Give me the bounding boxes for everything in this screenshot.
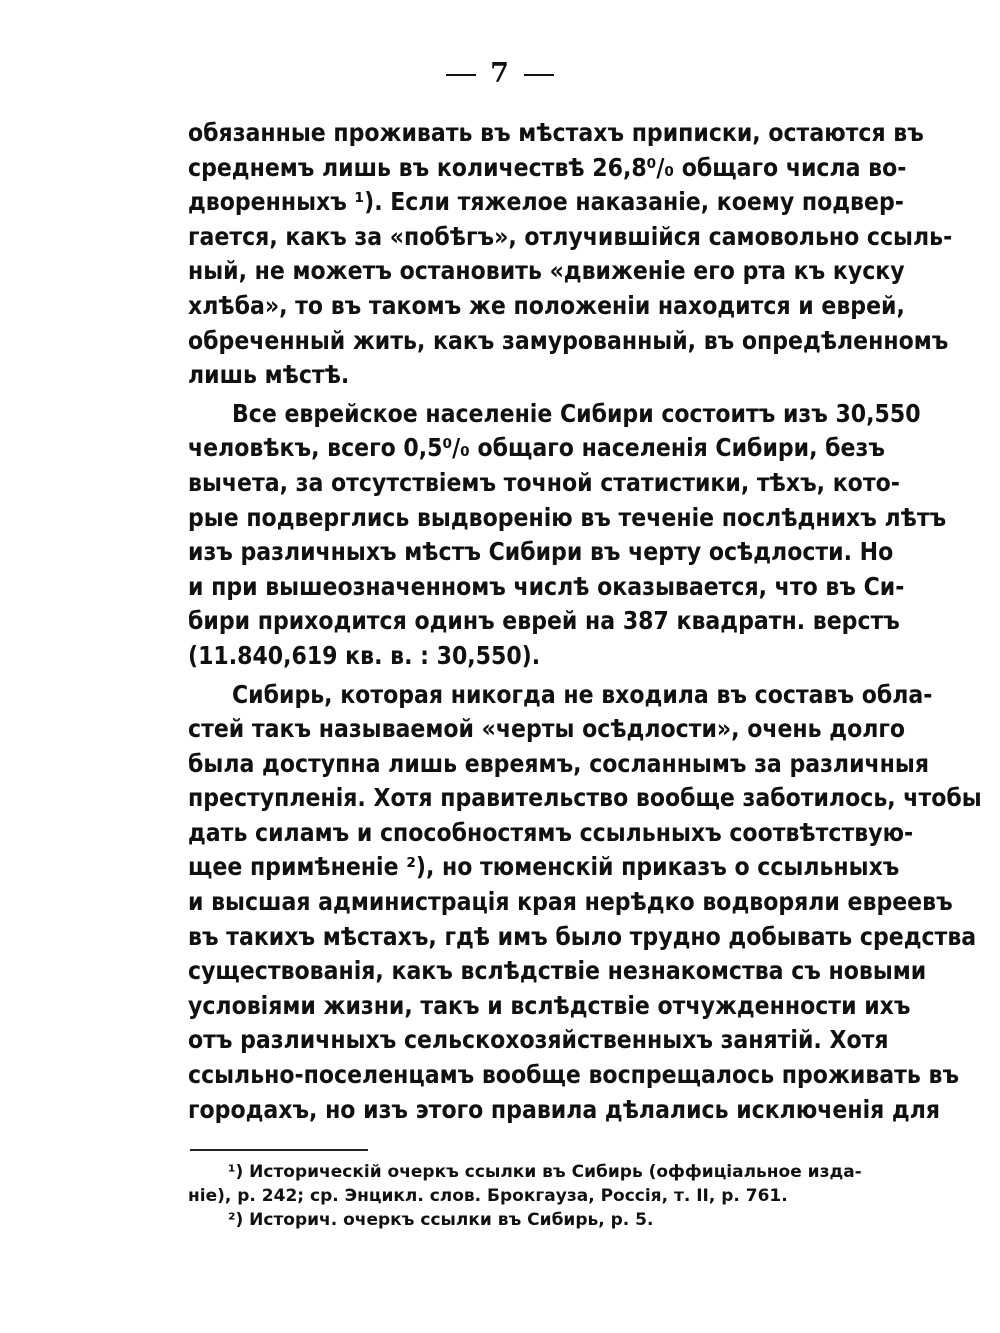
text-line: щее примѣненіе ²), но тюменскій приказъ о ссыльныхъ [188,852,900,882]
text-line: человѣкъ, всего 0,5⁰/₀ общаго населенія Сибири, безъ [188,433,885,463]
text-line: вычета, за отсутствіемъ точной статистики, тѣхъ, кото- [188,467,900,497]
paragraph-2 [188,397,947,674]
text-line: условіями жизни, такъ и вслѣдствіе отчужденности ихъ [188,990,911,1020]
text-line: ный, не можетъ остановить «движеніе его рта къ куску [188,256,905,286]
right-dash-ornament [524,74,554,76]
text-line: стей такъ называемой «черты осѣдлости», очень долго [188,714,906,744]
text-line: Все еврейское населеніе Сибири состоитъ изъ 30,550 [232,398,921,428]
text-line: обреченный жить, какъ замурованный, въ опредѣленномъ [188,325,949,355]
page-number-header [0,58,1000,89]
paragraph-3 [188,678,982,1128]
text-line: гается, какъ за «побѣгъ», отлучившійся самовольно ссыль- [188,221,953,251]
text-line: среднемъ лишь въ количествѣ 26,8⁰/₀ общаго числа во- [188,152,907,182]
text-line: преступленія. Хотя правительство вообще заботилось, чтобы [188,783,982,813]
footnote-1 [188,1160,862,1208]
text-line: лишь мѣстѣ. [188,360,350,390]
page-number: 7 [490,58,510,89]
text-line: городахъ, но изъ этого правила дѣлались исключенія для [188,1094,941,1124]
footnote-2 [188,1208,848,1232]
footnote-line: ¹) Историческій очеркъ ссылки въ Сибирь (оффиціальное изда- [228,1162,862,1182]
text-line: изъ различныхъ мѣстъ Сибири въ черту осѣдлости. Но [188,537,894,567]
text-line: Сибирь, которая никогда не входила въ составъ обла- [232,679,933,709]
text-line: рые подверглись выдворенію въ теченіе послѣднихъ лѣтъ [188,502,947,532]
text-line: была доступна лишь евреямъ, сосланнымъ за различныя [188,748,929,778]
text-line: отъ различныхъ сельскохозяйственныхъ занятій. Хотя [188,1025,889,1055]
text-line: и высшая администрація края нерѣдко водворяли евреевъ [188,887,953,917]
paragraph-1 [188,116,953,393]
footnote-line: ²) Историч. очеркъ ссылки въ Сибирь, p. 5. [228,1210,654,1230]
left-dash-ornament [446,74,476,76]
text-line: хлѣба», то въ такомъ же положеніи находится и еврей, [188,290,905,320]
text-line: обязанные проживать въ мѣстахъ приписки, остаются въ [188,118,924,147]
text-line: въ такихъ мѣстахъ, гдѣ имъ было трудно добывать средства [188,921,977,951]
text-line: существованія, какъ вслѣдствіе незнакомства съ новыми [188,956,927,986]
text-line: и при вышеозначенномъ числѣ оказывается, что въ Си- [188,571,905,601]
text-line: ссыльно-поселенцамъ вообще воспрещалось проживать въ [188,1060,960,1090]
text-line: дворенныхъ ¹). Если тяжелое наказаніе, коему подвер- [188,187,904,217]
text-line: бири приходится одинъ еврей на 387 квадратн. верстъ [188,606,900,636]
text-line: (11.840,619 кв. в. : 30,550). [188,640,541,670]
main-text [188,116,982,1127]
footnote-divider [190,1149,368,1151]
footnote-line: ніе), p. 242; ср. Энцикл. слов. Брокгауза, Россія, т. II, p. 761. [188,1186,788,1206]
text-line: дать силамъ и способностямъ ссыльныхъ соотвѣтствую- [188,817,914,847]
footnotes [188,1160,862,1232]
